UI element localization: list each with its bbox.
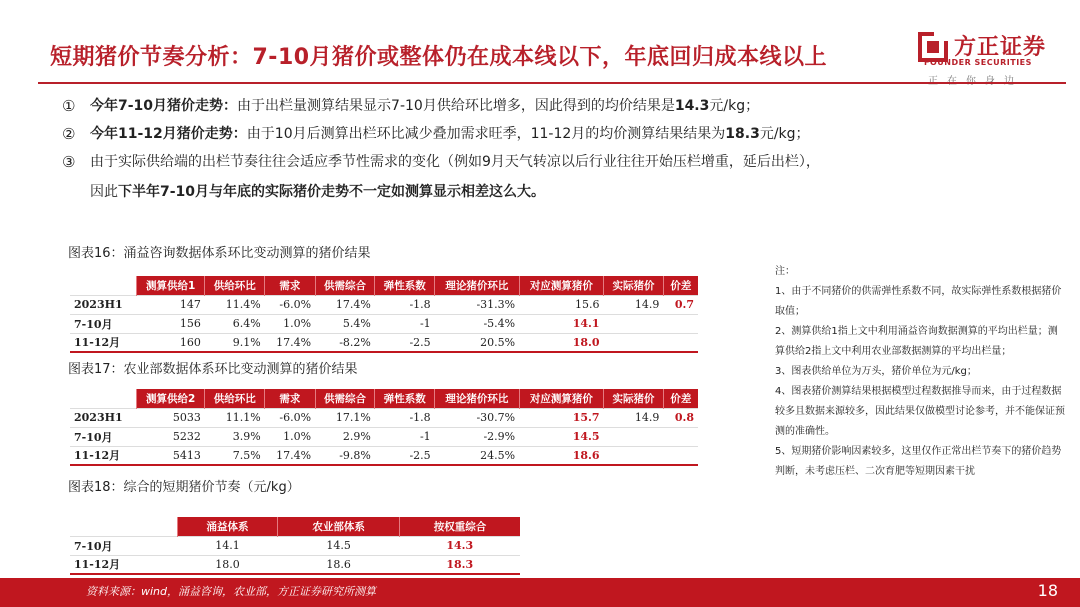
table-cell: -30.7% [435,408,519,427]
table-cell: 156 [136,314,204,333]
column-header: 实际猪价 [604,276,664,295]
column-header: 理论猪价环比 [435,276,519,295]
brand-block [918,30,1068,86]
bullet-text: 由于10月后测算出栏环比减少叠加需求旺季，11-12月的均价测算结果结果为 [246,126,726,142]
table-cell [604,314,664,333]
table-cell: 0.7 [663,295,698,314]
bullet-number: ① [62,97,76,115]
table-cell: 14.9 [604,408,664,427]
table-cell [663,333,698,352]
column-header: 需求 [265,389,315,408]
table-header-row [70,276,698,295]
bullet-heading: 下半年7-10月与年底的实际猪价走势不一定如测算显示相差这么大。 [118,184,546,200]
bullet-value: 18.3 [725,126,760,142]
title-divider [38,82,1066,84]
column-header: 价差 [663,276,698,295]
table-cell: 11.1% [205,408,265,427]
table-cell: 14.9 [604,295,664,314]
brand-name: 方正证券 [954,35,1047,60]
table-cell: 24.5% [435,446,519,465]
table-row [70,295,698,314]
table-cell: -1 [375,427,435,446]
column-header: 测算供给1 [136,276,204,295]
table-cell: 14.1 [177,536,278,555]
table-cell: 18.6 [278,555,400,574]
table-cell: 5.4% [315,314,375,333]
table-header-row [70,389,698,408]
table-cell: -2.9% [435,427,519,446]
table-cell: -5.4% [435,314,519,333]
row-label: 7-10月 [70,536,177,555]
table17-caption: 图表17：农业部数据体系环比变动测算的猪价结果 [68,362,358,377]
table-cell: 17.4% [265,333,315,352]
table-cell: 17.4% [315,295,375,314]
row-label: 7-10月 [70,427,136,446]
page-title: 短期猪价节奏分析：7-10月猪价或整体仍在成本线以下，年底回归成本线以上 [50,45,828,70]
bullet-unit: 元/kg； [759,126,810,142]
table-cell: 1.0% [265,427,315,446]
column-header: 弹性系数 [375,276,435,295]
bullet-number: ② [62,125,76,143]
table-cell: -6.0% [265,295,315,314]
row-label: 2023H1 [70,408,136,427]
column-header: 实际猪价 [604,389,664,408]
row-label: 7-10月 [70,314,136,333]
column-header: 测算供给2 [136,389,204,408]
table-cell: -2.5 [375,446,435,465]
row-label: 11-12月 [70,333,136,352]
bullet-text: 由于实际供给端的出栏节奏往往会适应季节性需求的变化（例如9月天气转凉以后行业往往开始压栏增重，延后出栏）， [90,154,820,170]
table-cell: 14.3 [399,536,520,555]
table-cell: 7.5% [205,446,265,465]
table-row [70,446,698,465]
table-cell: 2.9% [315,427,375,446]
table-cell: 5033 [136,408,204,427]
table17 [70,389,698,466]
table-cell [604,333,664,352]
note-item: 2、测算供给1指上文中利用涌益咨询数据测算的平均出栏量；测算供给2指上文中利用农业部数据测算的平均出栏量； [775,326,1058,357]
row-label: 11-12月 [70,555,177,574]
table-cell: -1.8 [375,408,435,427]
column-header: 需求 [265,276,315,295]
notes-heading: 注： [775,266,795,277]
table-cell: -31.3% [435,295,519,314]
table-cell: -8.2% [315,333,375,352]
column-header: 涌益体系 [177,517,278,536]
bullet-number: ③ [62,153,76,171]
note-item: 1、由于不同猪价的供需弹性系数不同，故实际弹性系数根据猪价取值； [775,286,1062,317]
table-row [70,536,520,555]
column-header: 供需综合 [315,276,375,295]
table-cell: 15.7 [519,408,603,427]
table-cell: 20.5% [435,333,519,352]
note-item: 3、图表供给单位为万头，猪价单位为元/kg； [775,366,977,377]
source-note: 资料来源：wind，涌益咨询，农业部，方正证券研究所测算 [86,585,377,598]
table-cell: -9.8% [315,446,375,465]
table-cell: 147 [136,295,204,314]
column-header: 对应测算猪价 [519,389,603,408]
column-header: 农业部体系 [278,517,400,536]
bullet-item [62,152,1042,212]
page-number: 18 [1037,581,1058,600]
table-cell: -6.0% [265,408,315,427]
table-cell: 9.1% [205,333,265,352]
table-cell: 17.4% [265,446,315,465]
table-cell: 1.0% [265,314,315,333]
table-cell [604,446,664,465]
table-cell: 5413 [136,446,204,465]
table-cell: -1 [375,314,435,333]
table-cell: 17.1% [315,408,375,427]
table-cell: 14.1 [519,314,603,333]
bullet-list [62,96,1042,212]
table16-caption: 图表16：涌益咨询数据体系环比变动测算的猪价结果 [68,246,371,261]
brand-tagline [928,72,1023,87]
table-cell: 14.5 [278,536,400,555]
bullet-heading: 今年11-12月猪价走势： [90,126,247,142]
column-header: 供给环比 [205,276,265,295]
brand-name-en: FOUNDER SECURITIES [924,58,1032,67]
column-header: 供需综合 [315,389,375,408]
bullet-text: 因此 [90,184,118,200]
table-cell [663,446,698,465]
table-cell: 15.6 [519,295,603,314]
table-cell: 11.4% [205,295,265,314]
column-header: 价差 [663,389,698,408]
table-row [70,333,698,352]
bullet-item [62,96,1042,124]
table-cell: -2.5 [375,333,435,352]
table18 [70,517,520,575]
table-cell: 18.3 [399,555,520,574]
bullet-unit: 元/kg； [709,98,760,114]
table-header-row [70,517,520,536]
table-cell [663,427,698,446]
table-row [70,408,698,427]
table-cell: 6.4% [205,314,265,333]
table-cell: 0.8 [663,408,698,427]
table-cell: 3.9% [205,427,265,446]
table-row [70,427,698,446]
table-cell: 18.6 [519,446,603,465]
table-cell [663,314,698,333]
table16 [70,276,698,353]
row-label: 11-12月 [70,446,136,465]
table-cell [604,427,664,446]
column-header: 对应测算猪价 [519,276,603,295]
table18-caption: 图表18：综合的短期猪价节奏（元/kg） [68,480,300,495]
table-cell: 18.0 [177,555,278,574]
footer-bar [0,578,1080,607]
table-row [70,314,698,333]
column-header: 供给环比 [205,389,265,408]
bullet-heading: 今年7-10月猪价走势： [90,98,238,114]
column-header: 理论猪价环比 [435,389,519,408]
table-row [70,555,520,574]
row-label: 2023H1 [70,295,136,314]
note-item: 5、短期猪价影响因素较多，这里仅作正常出栏节奏下的猪价趋势判断，未考虑压栏、二次育肥等短期因素干扰 [775,446,1062,477]
column-header: 弹性系数 [375,389,435,408]
notes-panel [775,262,1065,482]
table-cell: 14.5 [519,427,603,446]
table-cell: 5232 [136,427,204,446]
column-header: 按权重综合 [399,517,520,536]
note-item: 4、图表猪价测算结果根据模型过程数据推导而来，由于过程数据较多且数据来源较多，因此结果仅做模型讨论参考，并不能保证预测的准确性。 [775,386,1065,437]
table-cell: -1.8 [375,295,435,314]
table-cell: 160 [136,333,204,352]
bullet-value: 14.3 [674,98,710,114]
bullet-text: 由于出栏量测算结果显示7-10月供给环比增多，因此得到的均价结果是 [237,98,675,114]
table-cell: 18.0 [519,333,603,352]
